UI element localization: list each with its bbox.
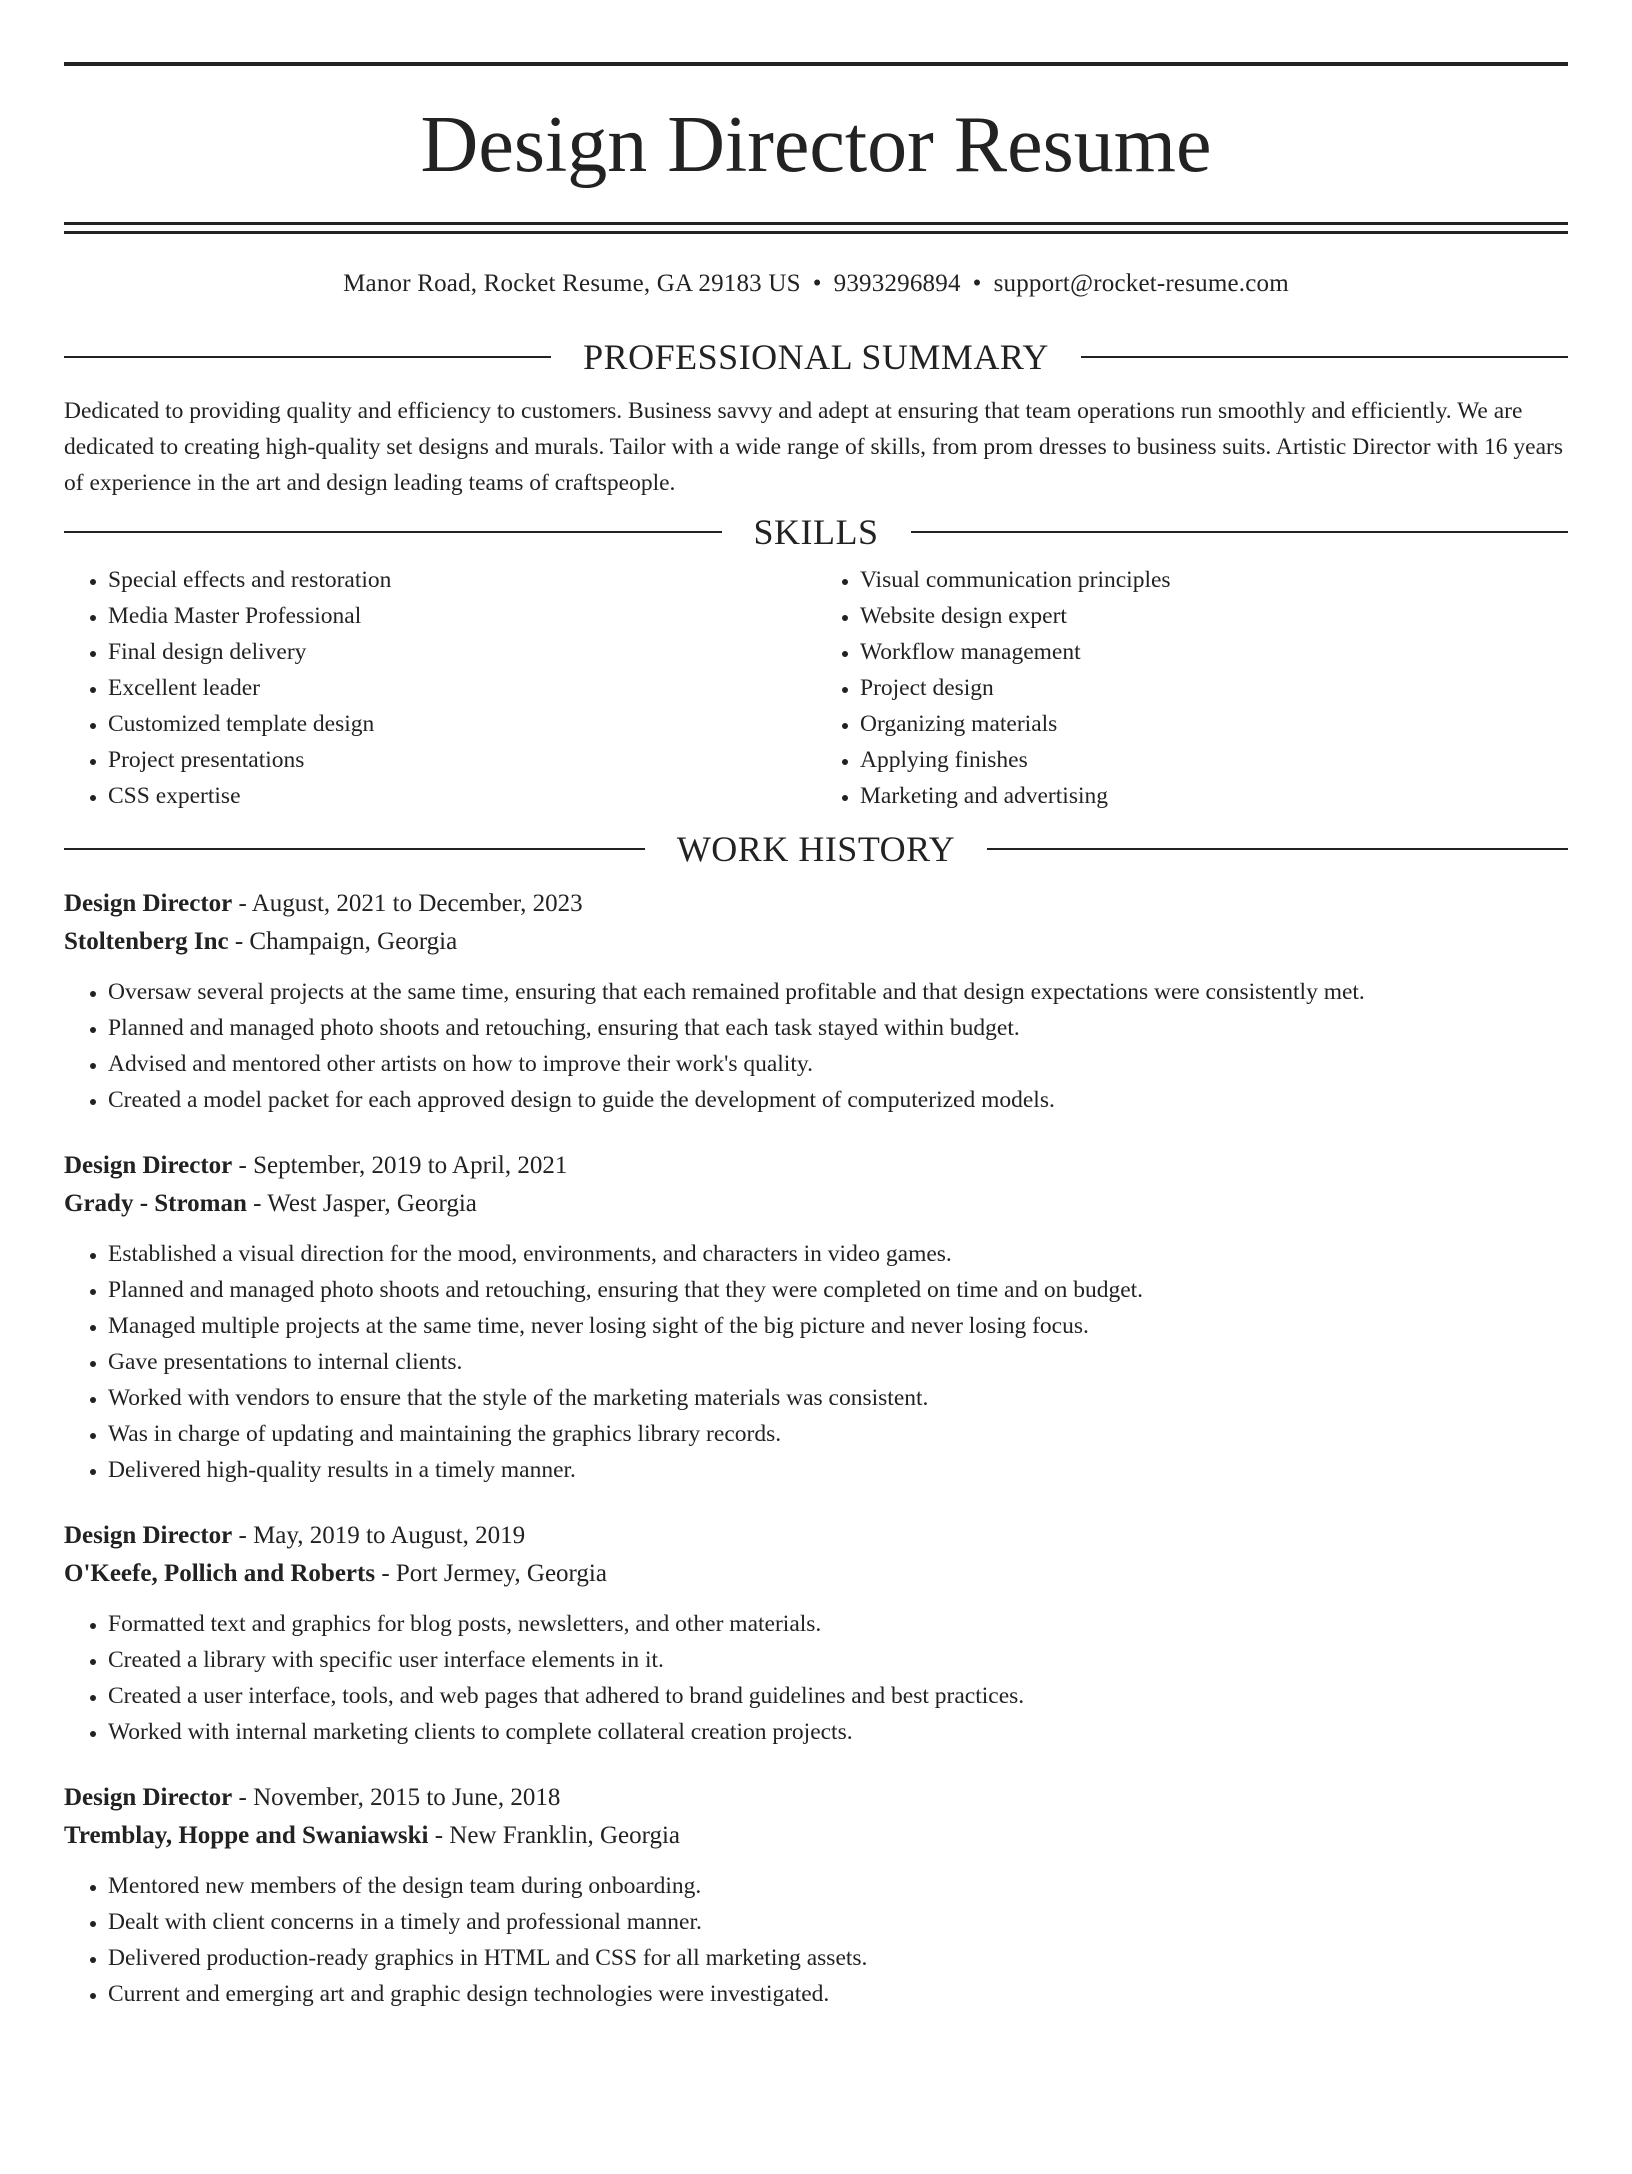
job-bullet: • Planned and managed photo shoots and retouching, ensuring that they were completed on time and on budget.	[108, 1272, 1568, 1308]
skill-item: • Final design delivery	[108, 634, 816, 670]
page-title: Design Director Resume	[420, 101, 1212, 189]
skill-item: • Special effects and restoration	[108, 562, 816, 598]
resume-page	[0, 62, 1632, 2174]
skills-list	[64, 562, 1568, 814]
job-dates: - May, 2019 to August, 2019	[232, 1522, 526, 1549]
skill-item: • Marketing and advertising	[860, 778, 1568, 814]
contact-separator: •	[812, 270, 822, 297]
job-bullet: • Worked with internal marketing clients to complete collateral creation projects.	[108, 1714, 1568, 1750]
job-bullets	[64, 974, 1568, 1118]
job-bullet: • Advised and mentored other artists on how to improve their work's quality.	[108, 1046, 1568, 1082]
contact-separator: •	[972, 270, 982, 297]
job-entry	[64, 1779, 1568, 2012]
job-title-line	[64, 1517, 1568, 1555]
job-bullet: • Gave presentations to internal clients.	[108, 1344, 1568, 1380]
skill-item: • Applying finishes	[860, 742, 1568, 778]
job-bullet: • Delivered production-ready graphics in HTML and CSS for all marketing assets.	[108, 1940, 1568, 1976]
summary-heading-label: PROFESSIONAL SUMMARY	[583, 337, 1049, 377]
job-entry	[64, 1147, 1568, 1488]
job-dates: - August, 2021 to December, 2023	[232, 890, 583, 917]
job-company: Stoltenberg Inc	[64, 928, 229, 955]
job-bullet: • Created a model packet for each approved design to guide the development of computerized models.	[108, 1082, 1568, 1118]
skill-item: • CSS expertise	[108, 778, 816, 814]
job-entry	[64, 1517, 1568, 1750]
contact-phone: 9393296894	[833, 270, 961, 297]
job-company-line	[64, 1555, 1568, 1593]
skills-heading-label: SKILLS	[753, 512, 879, 552]
job-location: - Port Jermey, Georgia	[375, 1560, 607, 1587]
job-location: - West Jasper, Georgia	[246, 1190, 477, 1217]
skill-item: • Project design	[860, 670, 1568, 706]
job-company: O'Keefe, Pollich and Roberts	[64, 1560, 376, 1587]
job-company-line	[64, 1817, 1568, 1855]
job-title-line	[64, 1779, 1568, 1817]
job-bullets	[64, 1236, 1568, 1488]
job-bullet: • Mentored new members of the design team during onboarding.	[108, 1868, 1568, 1904]
job-bullet: • Planned and managed photo shoots and retouching, ensuring that each task stayed within budget.	[108, 1010, 1568, 1046]
job-company-line	[64, 923, 1568, 961]
work-heading-label: WORK HISTORY	[676, 829, 956, 869]
skill-item: • Media Master Professional	[108, 598, 816, 634]
job-bullets	[64, 1606, 1568, 1750]
job-title-line	[64, 1147, 1568, 1185]
skill-item: • Website design expert	[860, 598, 1568, 634]
job-company-line	[64, 1185, 1568, 1223]
job-bullet: • Dealt with client concerns in a timely and professional manner.	[108, 1904, 1568, 1940]
skills-heading	[64, 512, 1568, 552]
job-bullet: • Created a user interface, tools, and web pages that adhered to brand guidelines and best practices.	[108, 1678, 1568, 1714]
job-title: Design Director	[64, 1152, 233, 1179]
contact-email: support@rocket-resume.com	[993, 270, 1289, 297]
job-location: - New Franklin, Georgia	[428, 1822, 681, 1849]
work-history	[64, 885, 1568, 2012]
job-dates: - November, 2015 to June, 2018	[232, 1784, 561, 1811]
top-rule	[64, 62, 1568, 66]
summary-text: Dedicated to providing quality and efficiency to customers. Business savvy and adept at ensuring that team operations run smoothly and efficiently. We are dedicated to creating high-quality set designs and murals. Tailor with a wide range of skills, from prom dresses to business suits. Artistic Director with 16 years of experience in the art and design leading teams of craftspeople.	[64, 398, 1564, 496]
skills-column-right	[816, 562, 1568, 814]
skill-item: • Organizing materials	[860, 706, 1568, 742]
job-company: Tremblay, Hoppe and Swaniawski	[64, 1822, 429, 1849]
job-title: Design Director	[64, 890, 233, 917]
skills-column-left	[64, 562, 816, 814]
skill-item: • Project presentations	[108, 742, 816, 778]
job-bullet: • Worked with vendors to ensure that the style of the marketing materials was consistent.	[108, 1380, 1568, 1416]
job-bullet: • Delivered high-quality results in a timely manner.	[108, 1452, 1568, 1488]
job-title: Design Director	[64, 1784, 233, 1811]
contact-address: Manor Road, Rocket Resume, GA 29183 US	[343, 270, 801, 297]
job-company: Grady - Stroman	[64, 1190, 247, 1217]
job-location: - Champaign, Georgia	[228, 928, 458, 955]
skill-item: • Visual communication principles	[860, 562, 1568, 598]
job-title: Design Director	[64, 1522, 233, 1549]
skill-item: • Workflow management	[860, 634, 1568, 670]
skill-item: • Excellent leader	[108, 670, 816, 706]
job-bullet: • Was in charge of updating and maintaining the graphics library records.	[108, 1416, 1568, 1452]
job-bullet: • Created a library with specific user interface elements in it.	[108, 1642, 1568, 1678]
job-dates: - September, 2019 to April, 2021	[232, 1152, 568, 1179]
job-entry	[64, 885, 1568, 1118]
job-bullet: • Managed multiple projects at the same time, never losing sight of the big picture and never losing focus.	[108, 1308, 1568, 1344]
contact-line	[64, 269, 1568, 299]
title-double-rule	[64, 222, 1568, 234]
skill-item: • Customized template design	[108, 706, 816, 742]
job-title-line	[64, 885, 1568, 923]
work-heading	[64, 829, 1568, 869]
job-bullet: • Established a visual direction for the mood, environments, and characters in video games.	[108, 1236, 1568, 1272]
job-bullets	[64, 1868, 1568, 2012]
job-bullet: • Current and emerging art and graphic design technologies were investigated.	[108, 1976, 1568, 2012]
job-bullet: • Oversaw several projects at the same time, ensuring that each remained profitable and that design expectations were consistently met.	[108, 974, 1568, 1010]
summary-heading	[64, 337, 1568, 377]
job-bullet: • Formatted text and graphics for blog posts, newsletters, and other materials.	[108, 1606, 1568, 1642]
